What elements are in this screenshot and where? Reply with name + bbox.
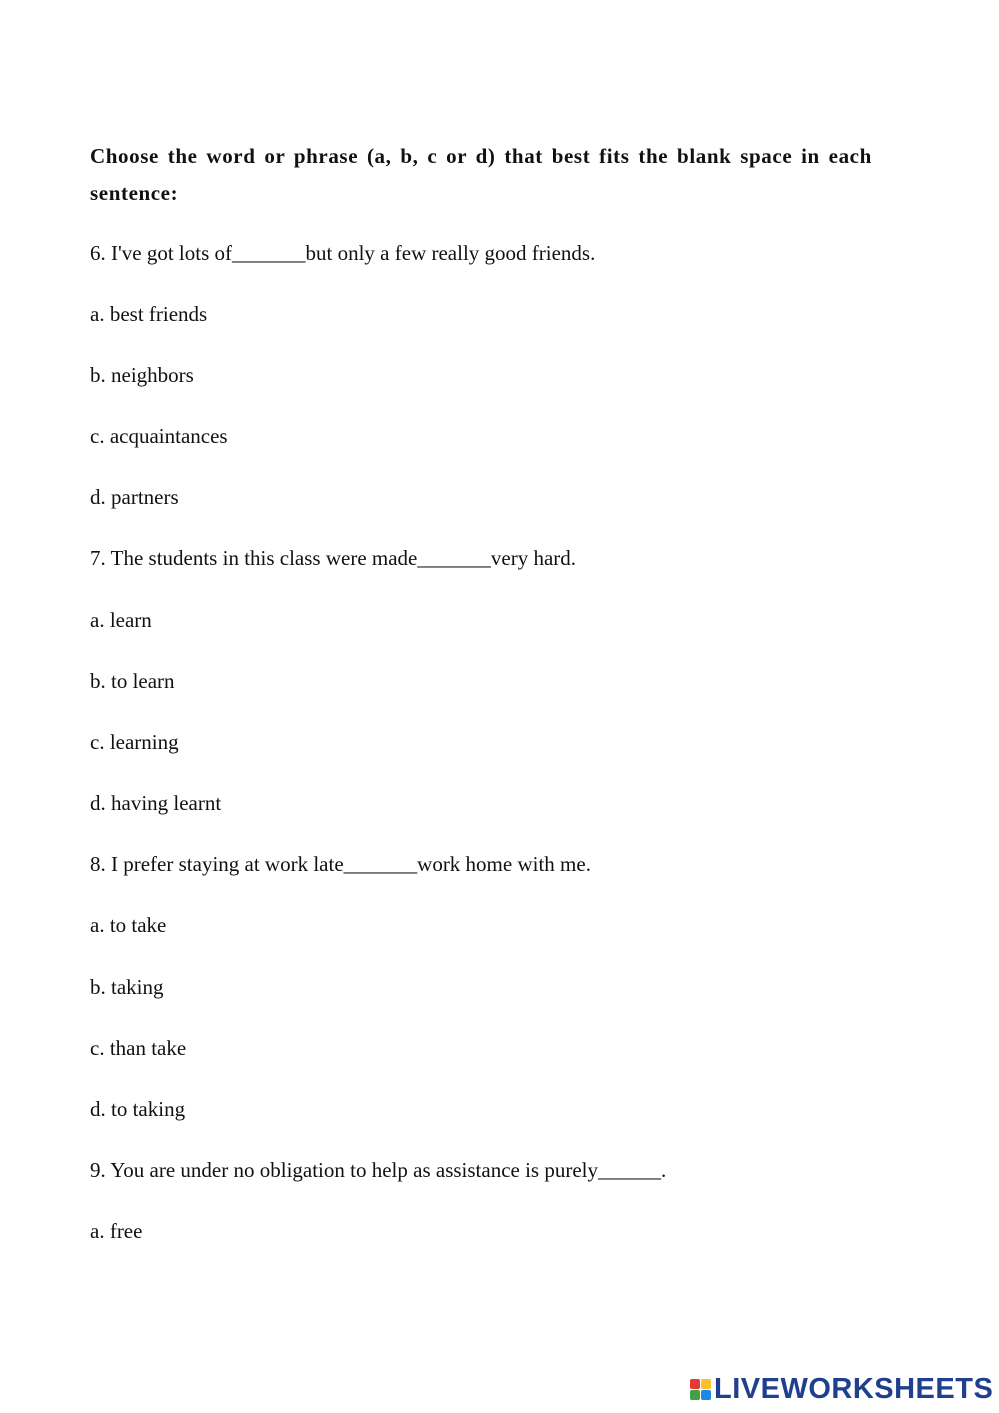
question-6-option-b: b. neighbors	[90, 363, 194, 387]
question-8-option-b: b. taking	[90, 975, 164, 999]
question-6-option-a: a. best friends	[90, 302, 208, 326]
question-7-option-c: c. learning	[90, 730, 179, 754]
question-8-option-a: a. to take	[90, 913, 167, 937]
question-6-option-c: c. acquaintances	[90, 424, 228, 448]
question-9-stem: 9. You are under no obligation to help as assistance is purely______.	[90, 1158, 667, 1182]
question-8-option-d: d. to taking	[90, 1097, 186, 1121]
question-7-option-a: a. learn	[90, 608, 152, 632]
question-7-stem: 7. The students in this class were made_______very hard.	[90, 546, 577, 570]
question-7-option-d: d. having learnt	[90, 791, 222, 815]
liveworksheets-logo[interactable]	[690, 1373, 993, 1405]
instruction-heading: Choose the word or phrase (a, b, c or d) that best fits the blank space in each sentence:	[90, 144, 872, 205]
logo-text: LIVEWORKSHEETS	[714, 1372, 994, 1405]
question-6-stem: 6. I've got lots of_______but only a few really good friends.	[90, 241, 596, 265]
liveworksheets-logo-icon	[690, 1379, 711, 1400]
question-6-option-d: d. partners	[90, 485, 179, 509]
question-9-option-a: a. free	[90, 1219, 143, 1243]
question-8-stem: 8. I prefer staying at work late_______work home with me.	[90, 852, 591, 876]
question-8-option-c: c. than take	[90, 1036, 187, 1060]
question-7-option-b: b. to learn	[90, 669, 175, 693]
